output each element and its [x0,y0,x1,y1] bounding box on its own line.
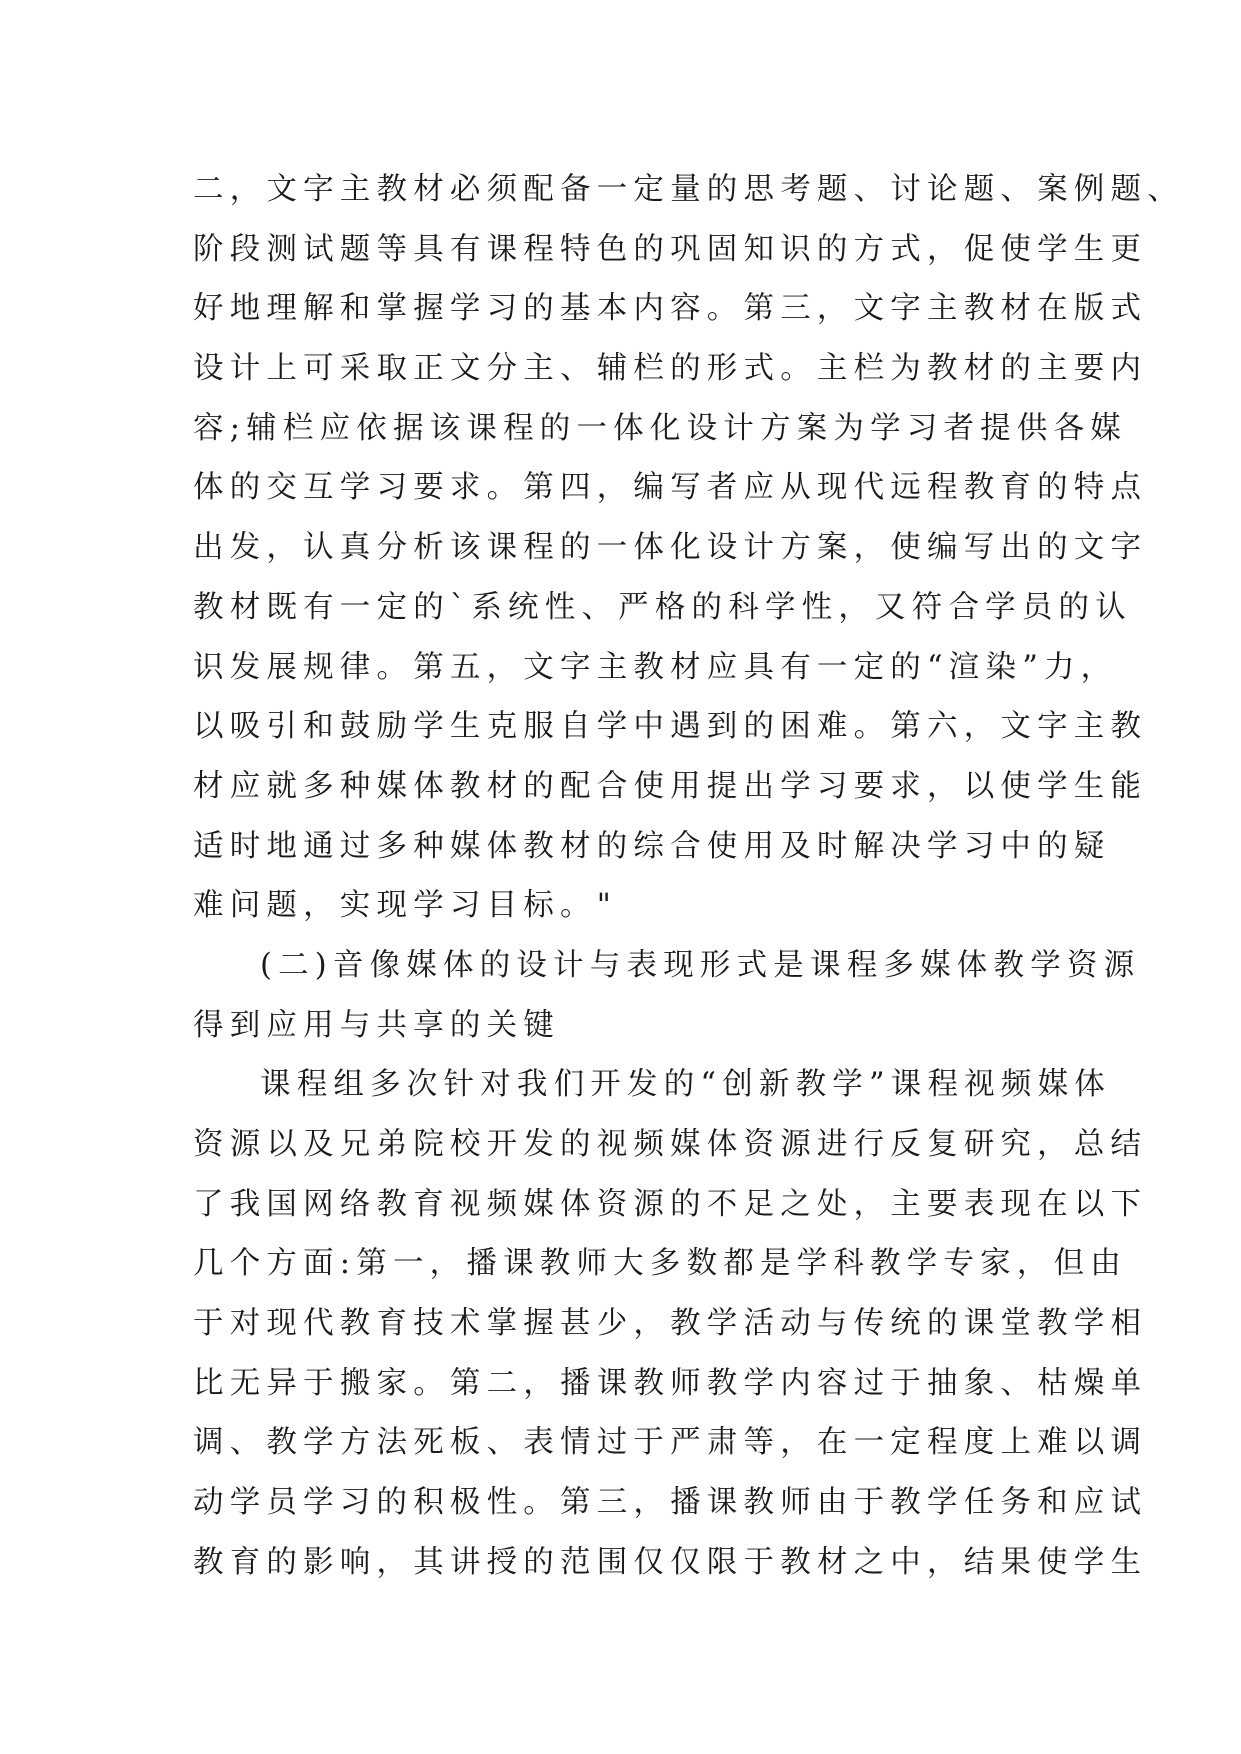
text-line: 容;辅栏应依据该课程的一体化设计方案为学习者提供各媒 [193,410,1127,446]
text-line: 比无异于搬家。第二，播课教师教学内容过于抽象、枯燥单 [193,1365,1148,1401]
text-line: 教育的影响，其讲授的范围仅仅限于教材之中，结果使学生 [193,1544,1148,1580]
text-line: 以吸引和鼓励学生克服自学中遇到的困难。第六，文字主教 [193,709,1148,745]
text-line: 出发，认真分析该课程的一体化设计方案，使编写出的文字 [193,530,1148,566]
section-heading-line: (二)音像媒体的设计与表现形式是课程多媒体教学资源 [260,947,1141,983]
body-text [193,160,1184,1593]
text-line: 阶段测试题等具有课程特色的巩固知识的方式，促使学生更 [193,231,1148,267]
text-line: 调、教学方法死板、表情过于严肃等，在一定程度上难以调 [193,1425,1148,1461]
text-line: 适时地通过多种媒体教材的综合使用及时解决学习中的疑 [193,828,1111,864]
text-line: 体的交互学习要求。第四，编写者应从现代远程教育的特点 [193,470,1148,506]
text-line: 了我国网络教育视频媒体资源的不足之处，主要表现在以下 [193,1186,1148,1222]
text-line: 教材既有一定的`系统性、严格的科学性，又符合学员的认 [193,589,1132,625]
text-line: 几个方面:第一，播课教师大多数都是学科教学专家，但由 [193,1246,1127,1282]
text-line: 于对现代教育技术掌握甚少，教学活动与传统的课堂教学相 [193,1306,1148,1342]
text-line: 资源以及兄弟院校开发的视频媒体资源进行反复研究，总结 [193,1127,1148,1162]
text-line: 课程组多次针对我们开发的“创新教学”课程视频媒体 [260,1067,1111,1103]
text-line: 好地理解和掌握学习的基本内容。第三，文字主教材在版式 [193,291,1148,327]
text-line: 动学员学习的积极性。第三，播课教师由于教学任务和应试 [193,1485,1148,1521]
section-heading-line: 得到应用与共享的关键 [193,1007,560,1043]
text-line: 二，文字主教材必须配备一定量的思考题、讨论题、案例题、 [193,172,1184,207]
text-line: 设计上可采取正文分主、辅栏的形式。主栏为教材的主要内 [193,351,1148,387]
text-line: 识发展规律。第五，文字主教材应具有一定的“渲染”力， [193,649,1118,685]
text-line: 难问题，实现学习目标。" [193,888,617,924]
text-line: 材应就多种媒体教材的配合使用提出学习要求，以使学生能 [193,768,1148,804]
